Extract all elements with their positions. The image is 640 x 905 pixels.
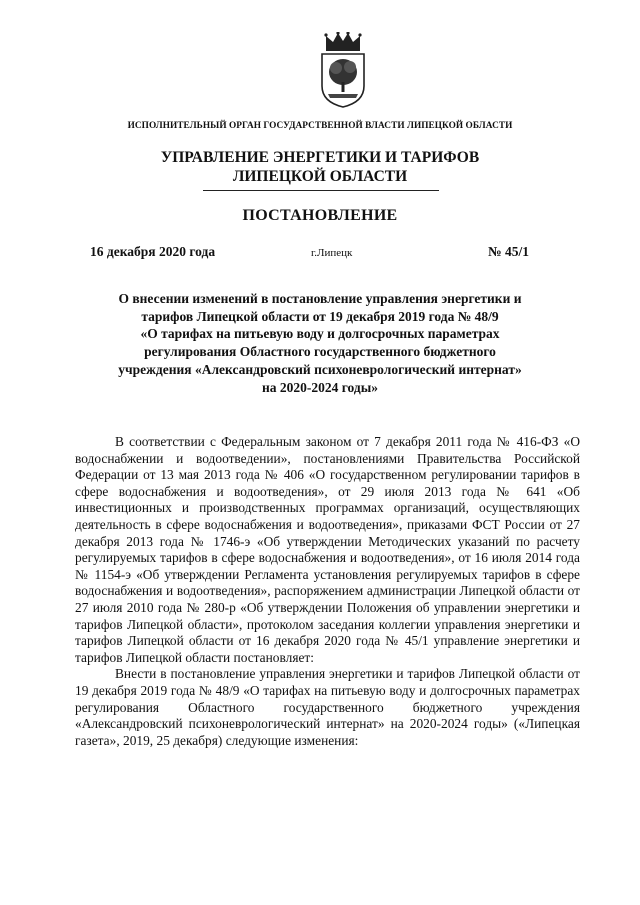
body-paragraph-1: В соответствии с Федеральным законом от 7 декабря 2011 года № 416-ФЗ «О водоснабжении и водоотведении», постановлениями Правительства Российской Федерации от 13 мая 2013 года № 406 «О государственном регулировании тарифов в сфере водоснабжения и водоотведения», от 29 июля 2013 года № 641 «Об инвестиционных и производственных программах организаций, осуществляющих деятельность в сфере водоснабжения и водоотведения», приказами ФСТ России от 27 декабря 2013 года № 1746-э «Об утверждении Методических указаний по расчету регулируемых тарифов в сфере водоснабжения и водоотведения», от 16 июля 2014 года № 1154-э «Об утверждении Регламента установления регулируемых тарифов в сфере водоснабжения и водоотведения», распоряжением администрации Липецкой области от 27 июля 2010 года № 280-р «Об утверждении Положения об управлении энергетики и тарифов Липецкой области», протоколом заседания коллегии управления энергетики и тарифов Липецкой области от 16 декабря 2020 года № 45/1 управление энергетики и тарифов Липецкой области постановляет: <box>75 434 580 665</box>
title-line: тарифов Липецкой области от 19 декабря 2019 года № 48/9 <box>141 308 499 324</box>
title-line: учреждения «Александровский психоневрологический интернат» <box>118 361 522 377</box>
coat-of-arms-icon <box>318 32 368 108</box>
document-city: г.Липецк <box>311 247 353 259</box>
document-date: 16 декабря 2020 года <box>90 244 216 259</box>
document-type: ПОСТАНОВЛЕНИЕ <box>242 207 398 224</box>
title-line: О внесении изменений в постановление управления энергетики и <box>118 291 522 306</box>
document-title <box>0 290 640 396</box>
title-line: «О тарифах на питьевую воду и долгосрочных параметрах <box>140 326 500 342</box>
agency-name-line2: ЛИПЕЦКОЙ ОБЛАСТИ <box>232 168 408 185</box>
document-body <box>75 434 580 749</box>
agency-name <box>0 148 640 186</box>
document-number: № 45/1 <box>488 244 529 259</box>
title-line: регулирования Областного государственного бюджетного <box>144 344 496 360</box>
agency-name-line1: УПРАВЛЕНИЕ ЭНЕРГЕТИКИ И ТАРИФОВ <box>160 149 480 166</box>
body-paragraph-2: Внести в постановление управления энергетики и тарифов Липецкой области от 19 декабря 2019 года № 48/9 «О тарифах на питьевую воду и долгосрочных параметрах регулирования Областного государственного бюджетного учреждения «Александровский психоневрологический интернат» на 2020-2024 годы» («Липецкая газета», 2019, 25 декабря) следующие изменения: <box>75 666 580 748</box>
header-divider <box>203 190 439 191</box>
title-line: на 2020-2024 годы» <box>261 379 379 395</box>
organization-line: ИСПОЛНИТЕЛЬНЫЙ ОРГАН ГОСУДАРСТВЕННОЙ ВЛАСТИ ЛИПЕЦКОЙ ОБЛАСТИ <box>127 121 513 131</box>
